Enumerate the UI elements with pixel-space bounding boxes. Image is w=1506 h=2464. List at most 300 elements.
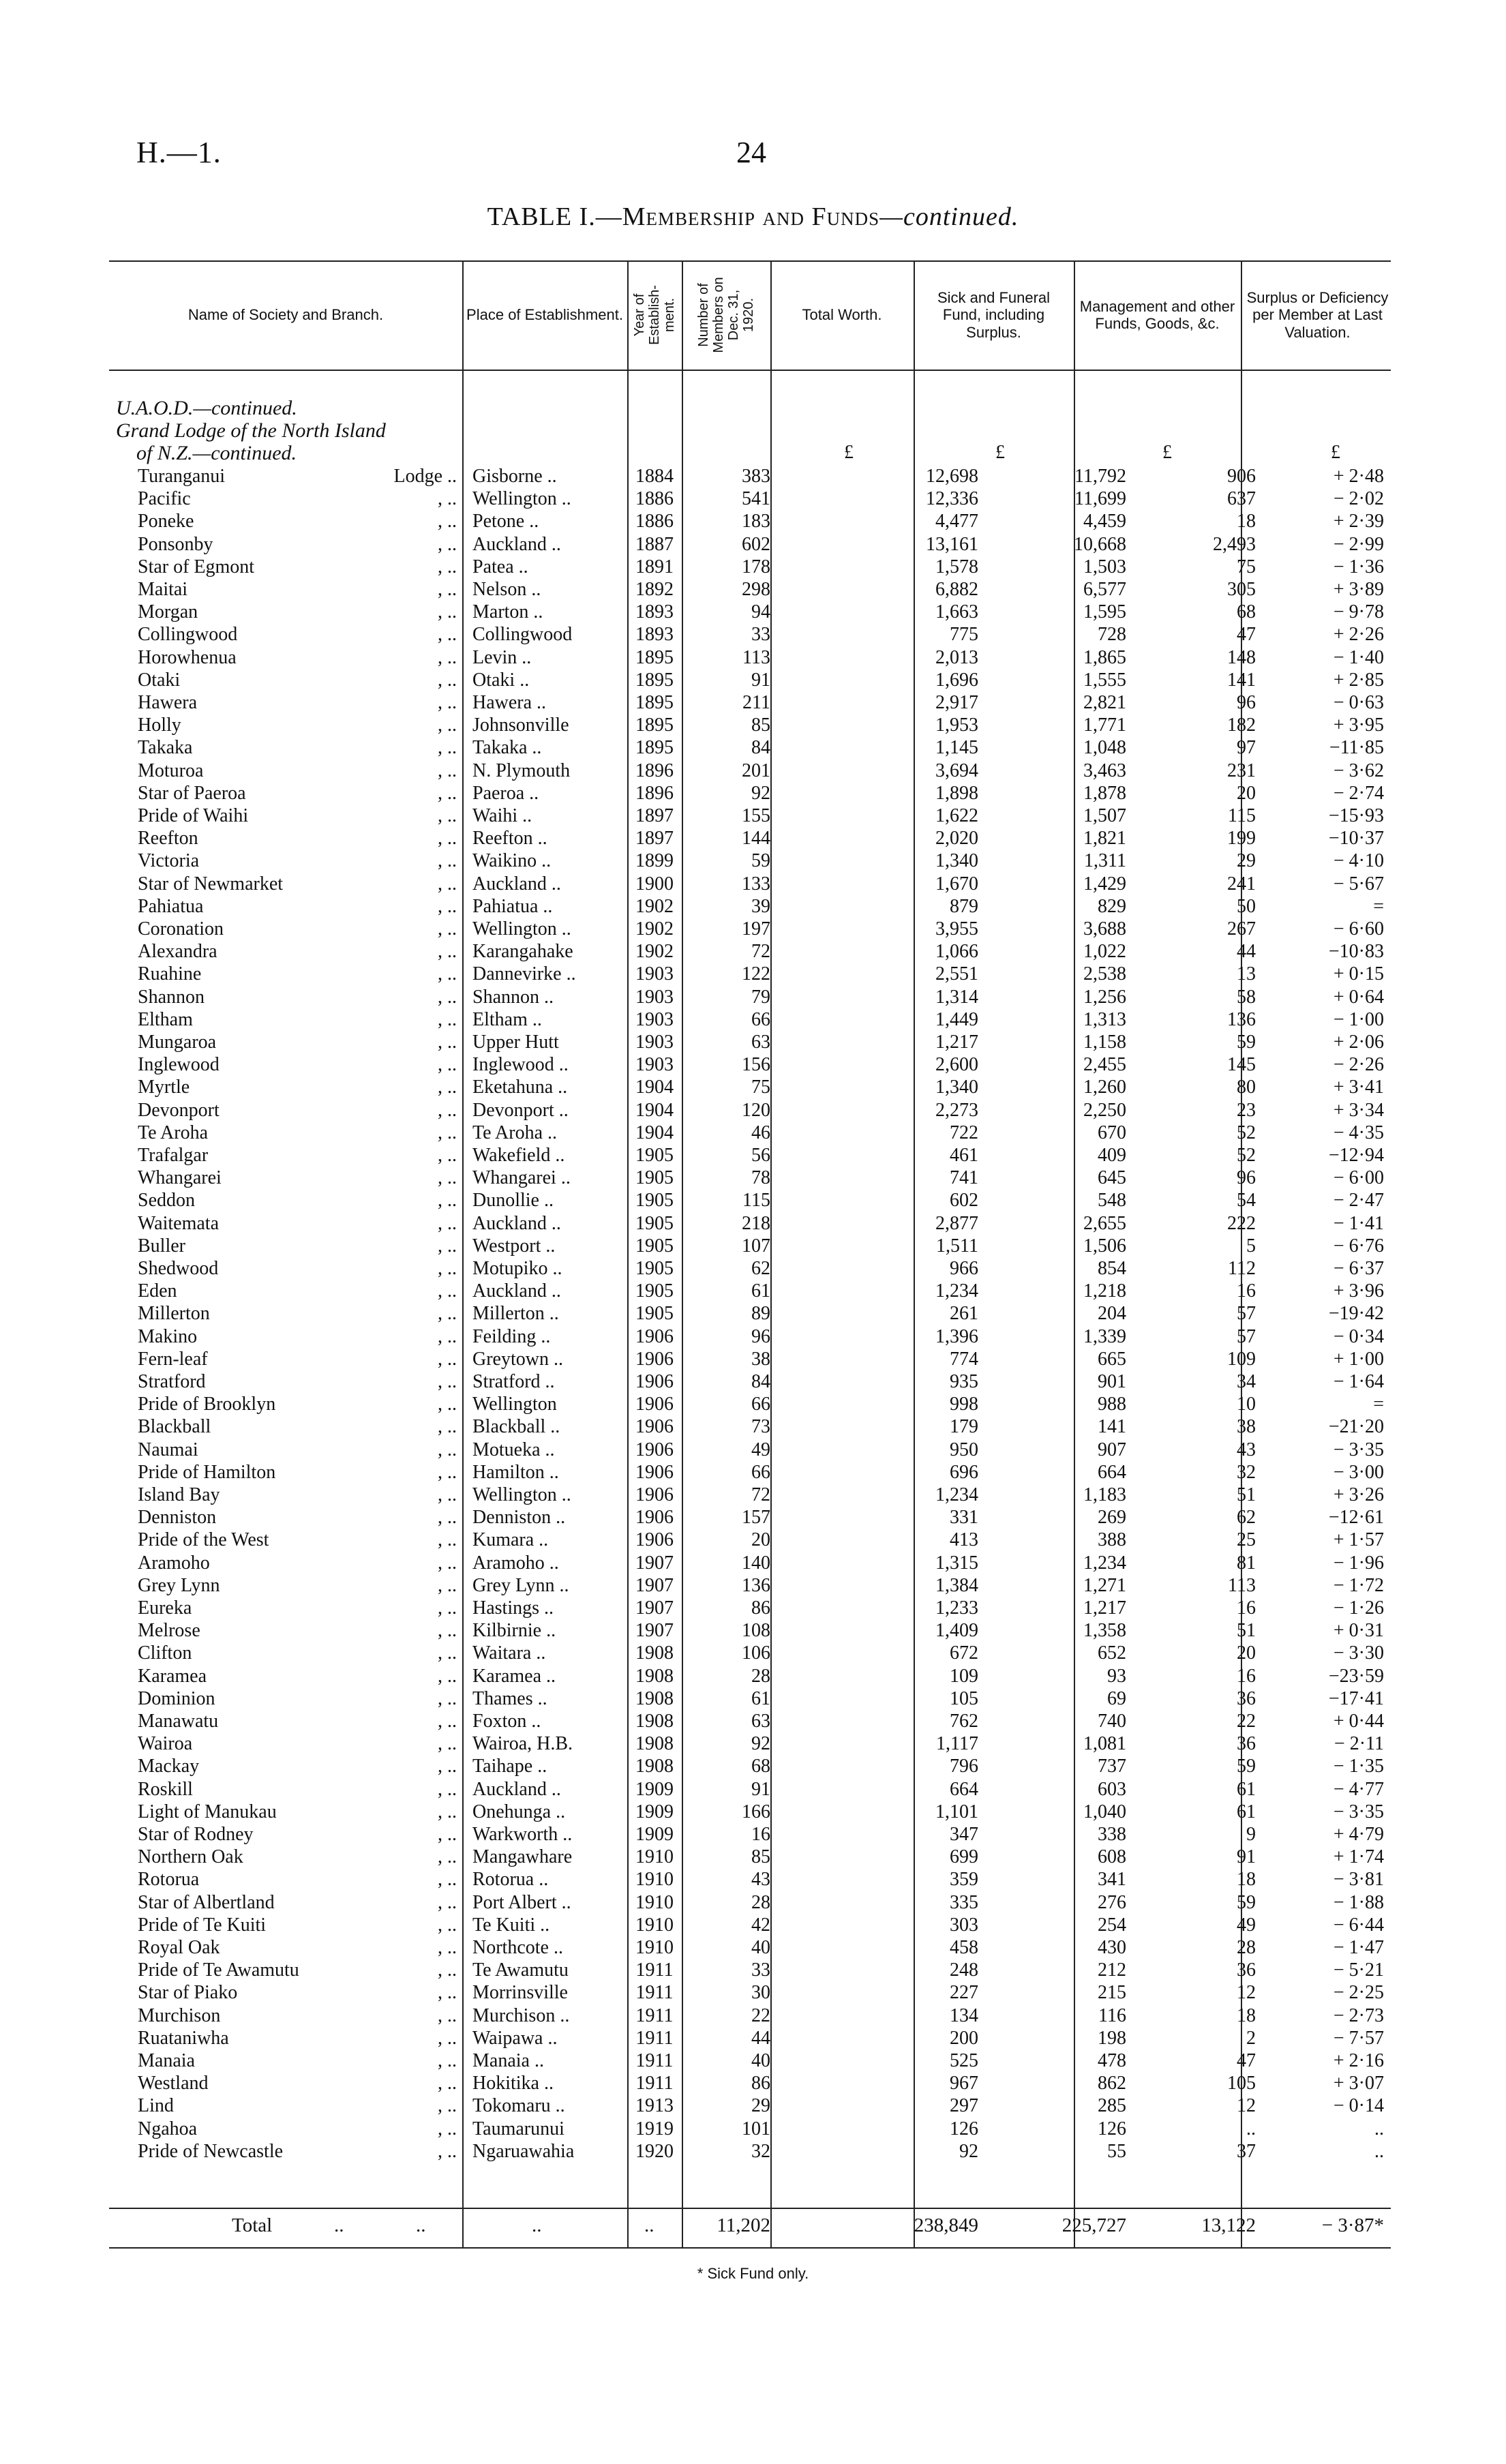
lodge-ditto: , .. (438, 941, 457, 963)
surplus-deficiency: + 3·34 (1333, 1099, 1384, 1121)
total-worth: 227 (950, 1982, 978, 2004)
member-count: 33 (751, 624, 770, 646)
total-worth: 1,670 (935, 873, 978, 895)
total-worth: 2,551 (935, 963, 978, 985)
place-of-establishment: Hawera .. (472, 692, 547, 713)
surplus-deficiency: + 2·85 (1333, 669, 1384, 691)
member-count: 73 (751, 1416, 770, 1438)
year-established: 1887 (635, 533, 674, 555)
surplus-deficiency: + 1·57 (1333, 1529, 1384, 1551)
table-row (109, 918, 1391, 940)
year-established: 1902 (635, 918, 674, 940)
total-worth: 303 (950, 1914, 978, 1936)
branch-name: Ruataniwha (138, 2027, 229, 2049)
society-heading (116, 397, 297, 419)
place-of-establishment: Foxton .. (472, 1711, 541, 1732)
branch-name: Shannon (138, 986, 205, 1008)
management-funds: 136 (1227, 1008, 1256, 1030)
sick-funeral-fund: 1,234 (1083, 1552, 1126, 1574)
sick-funeral-fund: 1,048 (1083, 737, 1126, 759)
member-count: 40 (751, 2050, 770, 2071)
member-count: 38 (751, 1348, 770, 1370)
surplus-deficiency: − 6·60 (1333, 918, 1384, 940)
member-count: 133 (742, 873, 770, 895)
sick-funeral-fund: 1,595 (1083, 601, 1126, 623)
total-worth: 967 (950, 2073, 978, 2094)
society-heading-text: U.A.O.D.—continued. (116, 397, 297, 419)
lodge-ditto: , .. (438, 1439, 457, 1460)
place-of-establishment: Onehunga .. (472, 1801, 566, 1822)
management-funds: 59 (1237, 1756, 1256, 1777)
total-place: .. (532, 2214, 542, 2236)
table-row (109, 1687, 1391, 1710)
branch-name: Aramoho (138, 1552, 210, 1574)
table-row (109, 1801, 1391, 1823)
sick-funeral-fund: 69 (1107, 1687, 1126, 1709)
total-worth: 672 (950, 1642, 978, 1664)
lodge-ditto: , .. (438, 2140, 457, 2162)
sick-funeral-fund: 1,503 (1083, 556, 1126, 577)
lodge-ditto: , .. (438, 1394, 457, 1415)
table-row (109, 1370, 1391, 1393)
surplus-deficiency: + 3·41 (1333, 1077, 1384, 1098)
total-worth: 741 (950, 1167, 978, 1189)
management-funds: 29 (1237, 850, 1256, 872)
year-established: 1886 (635, 488, 674, 510)
surplus-deficiency: −10·37 (1328, 828, 1384, 850)
management-funds: 305 (1227, 579, 1256, 600)
lodge-ditto: , .. (438, 1507, 457, 1529)
management-funds: 54 (1237, 1190, 1256, 1212)
surplus-deficiency: − 1·36 (1333, 556, 1384, 577)
management-funds: 38 (1237, 1416, 1256, 1438)
member-count: 68 (751, 1756, 770, 1777)
branch-name: Northern Oak (138, 1846, 243, 1868)
sick-funeral-fund: 2,250 (1083, 1099, 1126, 1121)
place-of-establishment: Reefton .. (472, 828, 547, 850)
table-row (109, 578, 1391, 601)
sick-funeral-fund: 1,358 (1083, 1620, 1126, 1642)
member-count: 92 (751, 1733, 770, 1755)
table-row (109, 1755, 1391, 1777)
lodge-ditto: , .. (438, 1620, 457, 1642)
branch-name: Poneke (138, 511, 194, 532)
member-count: 183 (742, 511, 770, 532)
management-funds: 267 (1227, 918, 1256, 940)
total-worth: 1,663 (935, 601, 978, 623)
year-established: 1911 (635, 2004, 674, 2026)
surplus-deficiency: − 6·37 (1333, 1258, 1384, 1279)
year-established: 1903 (635, 986, 674, 1008)
lodge-ditto: , .. (438, 1687, 457, 1709)
place-of-establishment: Mangawhare (472, 1846, 573, 1868)
surplus-deficiency: − 1·26 (1333, 1597, 1384, 1619)
total-worth: 12,698 (926, 466, 978, 487)
col-header-mgmt: Management and other Funds, Goods, &c. (1079, 297, 1235, 332)
management-funds: 148 (1227, 646, 1256, 668)
member-count: 108 (742, 1620, 770, 1642)
management-funds: 22 (1237, 1711, 1256, 1732)
branch-name: Devonport (138, 1099, 220, 1121)
surplus-deficiency: − 1·00 (1333, 1008, 1384, 1030)
place-of-establishment: Wellington .. (472, 918, 571, 940)
sick-funeral-fund: 603 (1098, 1778, 1126, 1800)
branch-name: Pride of the West (138, 1529, 269, 1551)
branch-name: Alexandra (138, 941, 217, 963)
year-established: 1913 (635, 2095, 674, 2117)
total-worth: 1,066 (935, 941, 978, 963)
management-funds: 241 (1227, 873, 1256, 895)
management-funds: 112 (1228, 1258, 1256, 1279)
place-of-establishment: Dannevirke .. (472, 963, 576, 985)
branch-name: Pride of Hamilton (138, 1461, 276, 1483)
table-row (109, 487, 1391, 510)
lodge-ditto: , .. (438, 488, 457, 510)
lodge-ditto: , .. (438, 1235, 457, 1257)
surplus-deficiency: + 2·16 (1333, 2050, 1384, 2071)
surplus-deficiency: + 3·07 (1333, 2073, 1384, 2094)
place-of-establishment: Johnsonville (472, 715, 569, 736)
surplus-deficiency: −11·85 (1329, 737, 1384, 759)
table-row (109, 465, 1391, 487)
year-established: 1908 (635, 1733, 674, 1755)
management-funds: 141 (1227, 669, 1256, 691)
lodge-ditto: , .. (438, 963, 457, 985)
total-worth: 950 (950, 1439, 978, 1460)
lodge-ditto: , .. (438, 1914, 457, 1936)
surplus-deficiency: + 3·89 (1333, 579, 1384, 600)
surplus-deficiency: −21·20 (1328, 1416, 1384, 1438)
sick-funeral-fund: 141 (1098, 1416, 1126, 1438)
member-count: 20 (751, 1529, 770, 1551)
place-of-establishment: Devonport .. (472, 1099, 569, 1121)
branch-name: Millerton (138, 1303, 210, 1325)
table-row (109, 1393, 1391, 1415)
table-row (109, 1325, 1391, 1348)
surplus-deficiency: + 2·06 (1333, 1032, 1384, 1053)
year-established: 1909 (635, 1824, 674, 1845)
year-established: 1910 (635, 1914, 674, 1936)
total-worth: 1,511 (936, 1235, 978, 1257)
year-established: 1906 (635, 1529, 674, 1551)
surplus-deficiency: + 2·26 (1333, 624, 1384, 646)
table-row (109, 1506, 1391, 1529)
table-row (109, 1144, 1391, 1167)
surplus-deficiency: + 1·74 (1333, 1846, 1384, 1868)
lodge-ditto: , .. (438, 601, 457, 623)
member-count: 92 (751, 782, 770, 804)
branch-name: Mackay (138, 1756, 200, 1777)
management-funds: 57 (1237, 1303, 1256, 1325)
lodge-ditto: , .. (438, 1484, 457, 1505)
branch-name: Turanganui (138, 466, 226, 487)
management-funds: 20 (1237, 1642, 1256, 1664)
member-count: 42 (751, 1914, 770, 1936)
surplus-deficiency: − 2·02 (1333, 488, 1384, 510)
table-row (109, 1710, 1391, 1732)
branch-name: Stratford (138, 1371, 206, 1392)
sick-funeral-fund: 338 (1098, 1824, 1126, 1845)
lodge-ditto: , .. (438, 1982, 457, 2004)
surplus-deficiency: = (1373, 895, 1384, 917)
place-of-establishment: Auckland .. (472, 1778, 561, 1800)
table-row (109, 691, 1391, 714)
table-row (109, 1552, 1391, 1574)
place-of-establishment: Taumarunui (472, 2118, 564, 2139)
lodge-ditto: , .. (438, 2095, 457, 2117)
management-funds: 18 (1237, 2004, 1256, 2026)
lodge-ditto: , .. (438, 986, 457, 1008)
place-of-establishment: Rotorua .. (472, 1869, 549, 1891)
sick-funeral-fund: 269 (1098, 1507, 1126, 1529)
year-established: 1910 (635, 1937, 674, 1958)
branch-name: Otaki (138, 669, 181, 691)
member-count: 140 (742, 1552, 770, 1574)
sick-funeral-fund: 862 (1098, 2073, 1126, 2094)
member-count: 94 (751, 601, 770, 623)
year-established: 1905 (635, 1235, 674, 1257)
member-count: 84 (751, 737, 770, 759)
table-row (109, 2118, 1391, 2140)
member-count: 155 (742, 805, 770, 826)
total-worth: 179 (950, 1416, 978, 1438)
member-count: 144 (742, 828, 770, 850)
place-of-establishment: Wairoa, H.B. (472, 1733, 573, 1755)
lodge-ditto: , .. (438, 1778, 457, 1800)
table-row (109, 963, 1391, 985)
year-established: 1895 (635, 646, 674, 668)
total-worth: 1,314 (935, 986, 978, 1008)
management-funds: 113 (1228, 1574, 1256, 1596)
branch-name: Star of Albertland (138, 1891, 275, 1913)
surplus-deficiency: −12·61 (1328, 1507, 1384, 1529)
sick-funeral-fund: 740 (1098, 1711, 1126, 1732)
table-row (109, 1484, 1391, 1506)
management-funds: 23 (1237, 1099, 1256, 1121)
year-established: 1910 (635, 1846, 674, 1868)
management-funds: 13 (1237, 963, 1256, 985)
lodge-ditto: , .. (438, 692, 457, 713)
lodge-ditto: , .. (438, 1733, 457, 1755)
lodge-ditto: , .. (438, 1099, 457, 1121)
surplus-deficiency: − 1·35 (1333, 1756, 1384, 1777)
sick-funeral-fund: 116 (1098, 2004, 1126, 2026)
member-count: 136 (742, 1574, 770, 1596)
sick-funeral-fund: 6,577 (1083, 579, 1126, 600)
management-funds: 47 (1237, 624, 1256, 646)
total-worth: 525 (950, 2050, 978, 2071)
total-worth: 297 (950, 2095, 978, 2117)
management-funds: 37 (1237, 2140, 1256, 2162)
table-row (109, 669, 1391, 691)
table-row (109, 1891, 1391, 1914)
currency-mgmt: £ (1162, 442, 1172, 463)
member-count: 541 (742, 488, 770, 510)
total-worth: 134 (950, 2004, 978, 2026)
surplus-deficiency: − 2·47 (1333, 1190, 1384, 1212)
surplus-deficiency: − 7·57 (1333, 2027, 1384, 2049)
sick-funeral-fund: 215 (1098, 1982, 1126, 2004)
sick-funeral-fund: 1,507 (1083, 805, 1126, 826)
surplus-deficiency: − 2·74 (1333, 782, 1384, 804)
management-funds: 231 (1227, 760, 1256, 781)
branch-name: Mungaroa (138, 1032, 217, 1053)
table-row (109, 2027, 1391, 2049)
member-count: 39 (751, 895, 770, 917)
year-established: 1919 (635, 2118, 674, 2139)
sick-funeral-fund: 1,878 (1083, 782, 1126, 804)
year-established: 1906 (635, 1348, 674, 1370)
year-established: 1905 (635, 1212, 674, 1234)
management-funds: 47 (1237, 2050, 1256, 2071)
member-count: 178 (742, 556, 770, 577)
place-of-establishment: Aramoho .. (472, 1552, 559, 1574)
col-header-sick: Sick and Funeral Fund, including Surplus. (937, 289, 1051, 341)
surplus-deficiency: + 0·44 (1333, 1711, 1384, 1732)
sick-funeral-fund: 478 (1098, 2050, 1126, 2071)
total-label: Total (232, 2214, 273, 2236)
table-row (109, 1053, 1391, 1076)
total-worth: 2,600 (935, 1054, 978, 1076)
lodge-ditto: , .. (438, 1801, 457, 1822)
total-worth: 1,234 (935, 1484, 978, 1505)
place-of-establishment: Gisborne .. (472, 466, 557, 487)
member-count: 59 (751, 850, 770, 872)
management-funds: 58 (1237, 986, 1256, 1008)
year-established: 1903 (635, 963, 674, 985)
year-established: 1893 (635, 601, 674, 623)
year-established: 1895 (635, 737, 674, 759)
member-count: 89 (751, 1303, 770, 1325)
total-worth: 6,882 (935, 579, 978, 600)
member-count: 298 (742, 579, 770, 600)
management-funds: 906 (1227, 466, 1256, 487)
surplus-deficiency: + 1·00 (1333, 1348, 1384, 1370)
lodge-ditto: , .. (438, 1008, 457, 1030)
year-established: 1911 (635, 2050, 674, 2071)
management-funds: 105 (1227, 2073, 1256, 2094)
year-established: 1895 (635, 715, 674, 736)
management-funds: 182 (1227, 715, 1256, 736)
member-count: 63 (751, 1032, 770, 1053)
branch-name: Seddon (138, 1190, 195, 1212)
year-established: 1909 (635, 1801, 674, 1822)
branch-name: Eltham (138, 1008, 193, 1030)
place-of-establishment: Auckland .. (472, 1212, 561, 1234)
table-row (109, 1415, 1391, 1438)
total-worth: 1,396 (935, 1325, 978, 1347)
place-of-establishment: Whangarei .. (472, 1167, 571, 1189)
sick-funeral-fund: 907 (1098, 1439, 1126, 1460)
place-of-establishment: Motupiko .. (472, 1258, 562, 1279)
surplus-deficiency: − 1·96 (1333, 1552, 1384, 1574)
total-dots-2: .. (416, 2214, 426, 2236)
year-established: 1903 (635, 1054, 674, 1076)
lodge-ditto: , .. (438, 1258, 457, 1279)
total-worth: 359 (950, 1869, 978, 1891)
place-of-establishment: Westport .. (472, 1235, 556, 1257)
lodge-ditto: , .. (438, 511, 457, 532)
member-count: 32 (751, 2140, 770, 2162)
surplus-deficiency: + 0·15 (1333, 963, 1384, 985)
col-header-place: Place of Establishment. (466, 306, 623, 324)
branch-name: Ponsonby (138, 533, 213, 555)
col-header-year-text: Year of Establish-ment. (632, 285, 677, 345)
table-row (109, 940, 1391, 963)
branch-name: Pacific (138, 488, 191, 510)
total-dots-1: .. (334, 2214, 344, 2236)
management-funds: 97 (1237, 737, 1256, 759)
branch-name: Victoria (138, 850, 200, 872)
management-funds: 199 (1227, 828, 1256, 850)
table-row (109, 1212, 1391, 1235)
branch-name: Grey Lynn (138, 1574, 220, 1596)
place-of-establishment: Te Awamutu (472, 1959, 569, 1981)
place-of-establishment: Warkworth .. (472, 1824, 573, 1845)
place-of-establishment: N. Plymouth (472, 760, 571, 781)
total-worth: 696 (950, 1461, 978, 1483)
place-of-establishment: Greytown .. (472, 1348, 563, 1370)
year-established: 1908 (635, 1756, 674, 1777)
place-of-establishment: Waitara .. (472, 1642, 546, 1664)
table-row (109, 1823, 1391, 1846)
lodge-ditto: , .. (438, 533, 457, 555)
col-header-name: Name of Society and Branch. (187, 306, 384, 324)
year-established: 1911 (635, 2027, 674, 2049)
lodge-ditto: , .. (438, 850, 457, 872)
total-top-rule (109, 2208, 1391, 2209)
year-established: 1907 (635, 1574, 674, 1596)
table-row (109, 1099, 1391, 1122)
table-title-suffix: —continued. (879, 202, 1019, 231)
lodge-ditto: , .. (438, 873, 457, 895)
surplus-deficiency: − 1·88 (1333, 1891, 1384, 1913)
lodge-ditto: , .. (438, 1937, 457, 1958)
total-worth: 2,013 (935, 646, 978, 668)
management-funds: .. (1246, 2118, 1256, 2139)
management-funds: 51 (1237, 1620, 1256, 1642)
table-row (109, 1846, 1391, 1868)
place-of-establishment: Paeroa .. (472, 782, 539, 804)
currency-sick: £ (995, 442, 1005, 463)
sick-funeral-fund: 4,459 (1083, 511, 1126, 532)
total-worth: 1,340 (935, 850, 978, 872)
place-of-establishment: Wakefield .. (472, 1145, 565, 1166)
total-worth: 1,622 (935, 805, 978, 826)
surplus-deficiency: − 2·11 (1334, 1733, 1384, 1755)
total-worth: 935 (950, 1371, 978, 1392)
place-of-establishment: Karamea .. (472, 1665, 556, 1687)
surplus-deficiency: − 0·34 (1333, 1325, 1384, 1347)
sick-funeral-fund: 1,256 (1083, 986, 1126, 1008)
lodge-heading-line1: Grand Lodge of the North Island (116, 419, 386, 442)
footnote: * Sick Fund only. (697, 2265, 809, 2282)
year-established: 1911 (635, 1982, 674, 2004)
place-of-establishment: Inglewood .. (472, 1054, 569, 1076)
table-row (109, 1732, 1391, 1755)
place-of-establishment: Wellington .. (472, 488, 571, 510)
year-established: 1908 (635, 1687, 674, 1709)
total-worth: 775 (950, 624, 978, 646)
member-count: 85 (751, 715, 770, 736)
place-of-establishment: Murchison .. (472, 2004, 570, 2026)
year-established: 1897 (635, 828, 674, 850)
surplus-deficiency: −17·41 (1328, 1687, 1384, 1709)
surplus-deficiency: − 6·76 (1333, 1235, 1384, 1257)
management-funds: 52 (1237, 1122, 1256, 1143)
member-count: 106 (742, 1642, 770, 1664)
branch-name: Royal Oak (138, 1937, 220, 1958)
